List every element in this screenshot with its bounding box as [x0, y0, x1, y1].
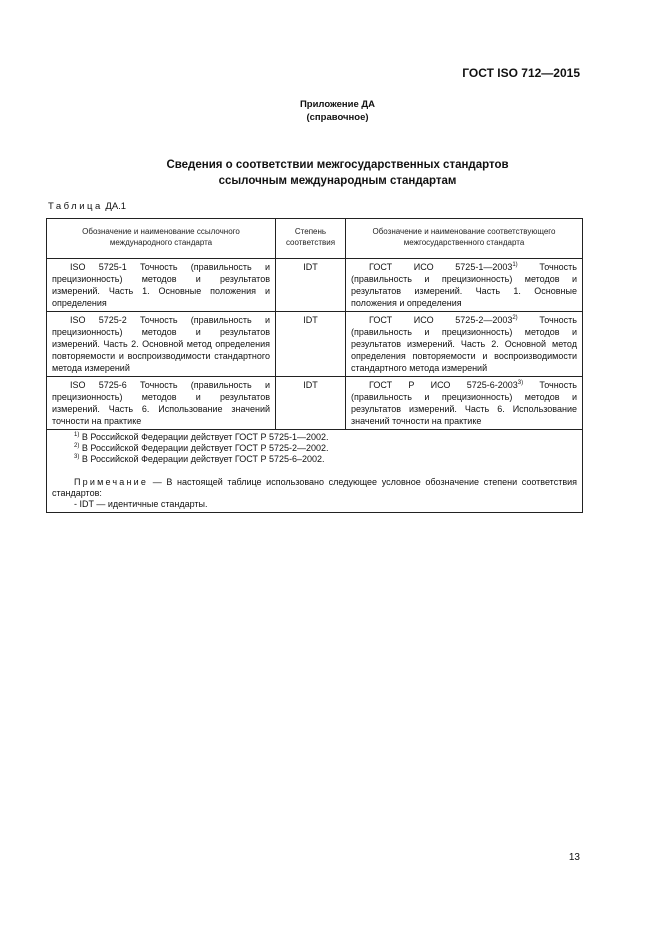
title-line-1: Сведения о соответствии межгосударственных стандартов [166, 159, 509, 171]
header-intl-standard: Обозначение и наименование ссылочного международного стандарта [47, 219, 276, 259]
degree-cell: IDT [276, 259, 346, 312]
footnote-ref: 1) [512, 262, 518, 268]
intl-standard-cell: ISO 5725-6 Точность (правильность и прецизионность) методов и результатов измерений. Часть 6. Использование значений точности на практике [47, 377, 276, 430]
table-caption-prefix: Таблица [48, 201, 103, 212]
national-standard-name: Точность (правильность и прецизионность) методов и результатов измерений. Часть 2. Основной метод определения повторяемости и воспроизводимости стандартного метода измерений [351, 315, 577, 373]
footnote-ref: 3) [517, 380, 524, 386]
footnote-text: В Российской Федерации действует ГОСТ Р 5725-1—2002. [79, 432, 329, 442]
national-standard-name: Точность (правильность и прецизионность) методов и результатов измерений. Часть 6. Использование значений точности на практике [351, 380, 577, 426]
note-label: Примечание [74, 477, 149, 487]
footnote-mark: 1) [74, 432, 80, 438]
page-number: 13 [568, 852, 580, 863]
intl-standard-cell: ISO 5725-2 Точность (правильность и прецизионность) методов и результатов измерений. Часть 2. Основной метод определения повторяемости и воспроизводимости стандартного метода измерений [47, 312, 276, 377]
header-degree: Степень соответствия [276, 219, 346, 259]
footnote-mark: 3) [74, 454, 80, 460]
table-row [47, 312, 583, 377]
national-standard-cell [346, 259, 583, 312]
appendix-title: Приложение ДА [299, 99, 376, 110]
appendix-subtitle: (справочное) [306, 112, 369, 123]
footnote [52, 432, 577, 443]
footnote-text: В Российской Федерации действует ГОСТ Р 5725-2—2002. [79, 443, 329, 453]
footnote-mark: 2) [74, 443, 80, 449]
national-standard-code: ГОСТ Р ИСО 5725-6-2003 [369, 380, 518, 390]
intl-standard-cell: ISO 5725-1 Точность (правильность и прецизионность) методов и результатов измерений. Часть 1. Основные положения и определения [47, 259, 276, 312]
note-item: - IDT — идентичные стандарты. [74, 499, 208, 509]
table-caption-id: ДА.1 [105, 201, 127, 212]
page-title [0, 157, 661, 189]
footnote-text: В Российской Федерации действует ГОСТ Р 5725-6–2002. [79, 454, 325, 464]
footnote [52, 443, 577, 454]
table-header-row [47, 219, 583, 259]
footnote-ref: 2) [512, 315, 518, 321]
footnote [52, 454, 577, 465]
table-notes-row [47, 430, 583, 513]
national-standard-code: ГОСТ ИСО 5725-1—2003 [369, 262, 513, 272]
table-row [47, 259, 583, 312]
degree-cell: IDT [276, 377, 346, 430]
title-line-2: ссылочным международным стандартам [218, 175, 457, 187]
table-note [52, 477, 577, 499]
note-text: — В настоящей таблице использовано следующее условное обозначение степени соответствия стандартов: [52, 477, 577, 498]
document-code: ГОСТ ISO 712—2015 [462, 66, 580, 80]
national-standard-cell [346, 377, 583, 430]
national-standard-code: ГОСТ ИСО 5725-2—2003 [369, 315, 513, 325]
appendix-heading [0, 98, 661, 124]
national-standard-name: Точность (правильность и прецизионность) методов и результатов измерений. Часть 1. Основные положения и определения [351, 262, 577, 308]
national-standard-cell [346, 312, 583, 377]
table-notes [47, 430, 583, 513]
degree-cell: IDT [276, 312, 346, 377]
table-caption [48, 201, 126, 212]
standards-table [46, 218, 583, 513]
table-row [47, 377, 583, 430]
header-national-standard: Обозначение и наименование соответствующего межгосударственного стандарта [346, 219, 583, 259]
